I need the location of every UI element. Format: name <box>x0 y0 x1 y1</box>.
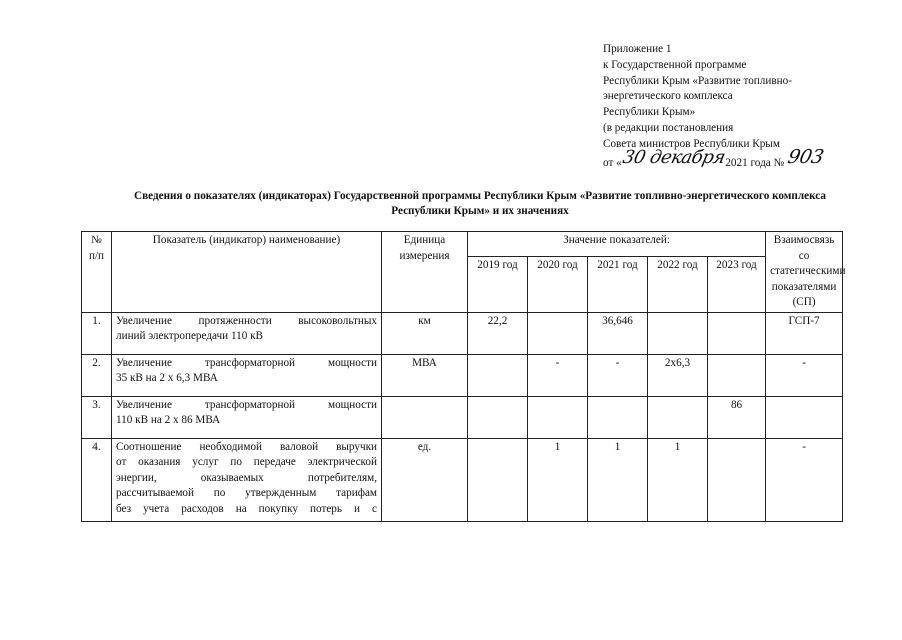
row-unit: МВА <box>382 354 468 396</box>
row-indicator: Увеличение трансформаторной мощности 110 кВ на 2 х 86 МВА <box>112 396 382 438</box>
row-relation: ГСП-7 <box>766 312 843 354</box>
appendix-line: Совета министров Республики Крым <box>603 137 780 150</box>
row-value <box>708 354 766 396</box>
row-value: 86 <box>708 396 766 438</box>
row-unit: ед. <box>382 438 468 521</box>
row-value: 22,2 <box>468 312 528 354</box>
header-year: 2021 год <box>588 257 648 312</box>
row-value <box>588 396 648 438</box>
appendix-block <box>603 42 893 171</box>
header-unit: Единица измерения <box>382 232 468 313</box>
row-value <box>528 312 588 354</box>
header-indicator: Показатель (индикатор) наименование) <box>112 232 382 313</box>
row-num: 4. <box>82 438 112 521</box>
row-num: 1. <box>82 312 112 354</box>
row-value <box>648 396 708 438</box>
header-year: 2023 год <box>708 257 766 312</box>
row-value: - <box>528 354 588 396</box>
row-relation: - <box>766 354 843 396</box>
table-row <box>82 354 843 396</box>
appendix-line: энергетического комплекса <box>603 90 733 103</box>
row-value <box>468 438 528 521</box>
row-relation: - <box>766 438 843 521</box>
row-value: 36,646 <box>588 312 648 354</box>
document-title <box>80 189 880 218</box>
row-unit <box>382 396 468 438</box>
row-indicator: Увеличение трансформаторной мощности 35 кВ на 2 х 6,3 МВА <box>112 354 382 396</box>
indicators-table <box>81 231 846 522</box>
title-line-2: Республики Крым» и их значениях <box>391 204 569 217</box>
row-value <box>708 438 766 521</box>
appendix-line: (в редакции постановления <box>603 121 734 134</box>
row-indicator: Увеличение протяженности высоковольтных линий электропередачи 110 кВ <box>112 312 382 354</box>
row-indicator: Соотношение необходимой валовой выручки от оказания услуг по передаче электрической энергии, оказываемых потребителям, рассчитываемой по утвержденным тарифам без учета расходов на покупку потерь и с <box>112 438 382 521</box>
header-num: № п/п <box>82 232 112 313</box>
row-value: 1 <box>588 438 648 521</box>
row-num: 3. <box>82 396 112 438</box>
header-values: Значение показателей: <box>468 232 766 257</box>
handwritten-number: 903 <box>786 145 826 168</box>
date-suffix: 2021 года № <box>725 156 785 169</box>
handwritten-date: 30 декабря <box>620 146 727 168</box>
row-value <box>528 396 588 438</box>
appendix-date-line <box>603 145 893 172</box>
row-value <box>468 396 528 438</box>
table-row <box>82 396 843 438</box>
row-value: - <box>588 354 648 396</box>
row-value: 1 <box>648 438 708 521</box>
row-value <box>468 354 528 396</box>
appendix-line: Республики Крым» <box>603 106 696 119</box>
row-unit: км <box>382 312 468 354</box>
header-year: 2020 год <box>528 257 588 312</box>
table-row <box>82 438 843 521</box>
row-value <box>648 312 708 354</box>
title-line-1: Сведения о показателях (индикаторах) Государственной программы Республики Крым «Развитие топливно-энергетического комплекса <box>134 190 826 202</box>
date-prefix: от « <box>603 156 622 169</box>
row-value: 1 <box>528 438 588 521</box>
header-relation: Взаимосвязь со статегическими показателями (СП) <box>766 232 843 313</box>
appendix-line: Республики Крым «Развитие топливно- <box>603 74 792 87</box>
row-value <box>708 312 766 354</box>
appendix-line: Приложение 1 <box>603 43 672 55</box>
row-value: 2х6,3 <box>648 354 708 396</box>
row-num: 2. <box>82 354 112 396</box>
appendix-line: к Государственной программе <box>603 58 747 71</box>
table-row <box>82 312 843 354</box>
header-year: 2019 год <box>468 257 528 312</box>
row-relation <box>766 396 843 438</box>
header-year: 2022 год <box>648 257 708 312</box>
